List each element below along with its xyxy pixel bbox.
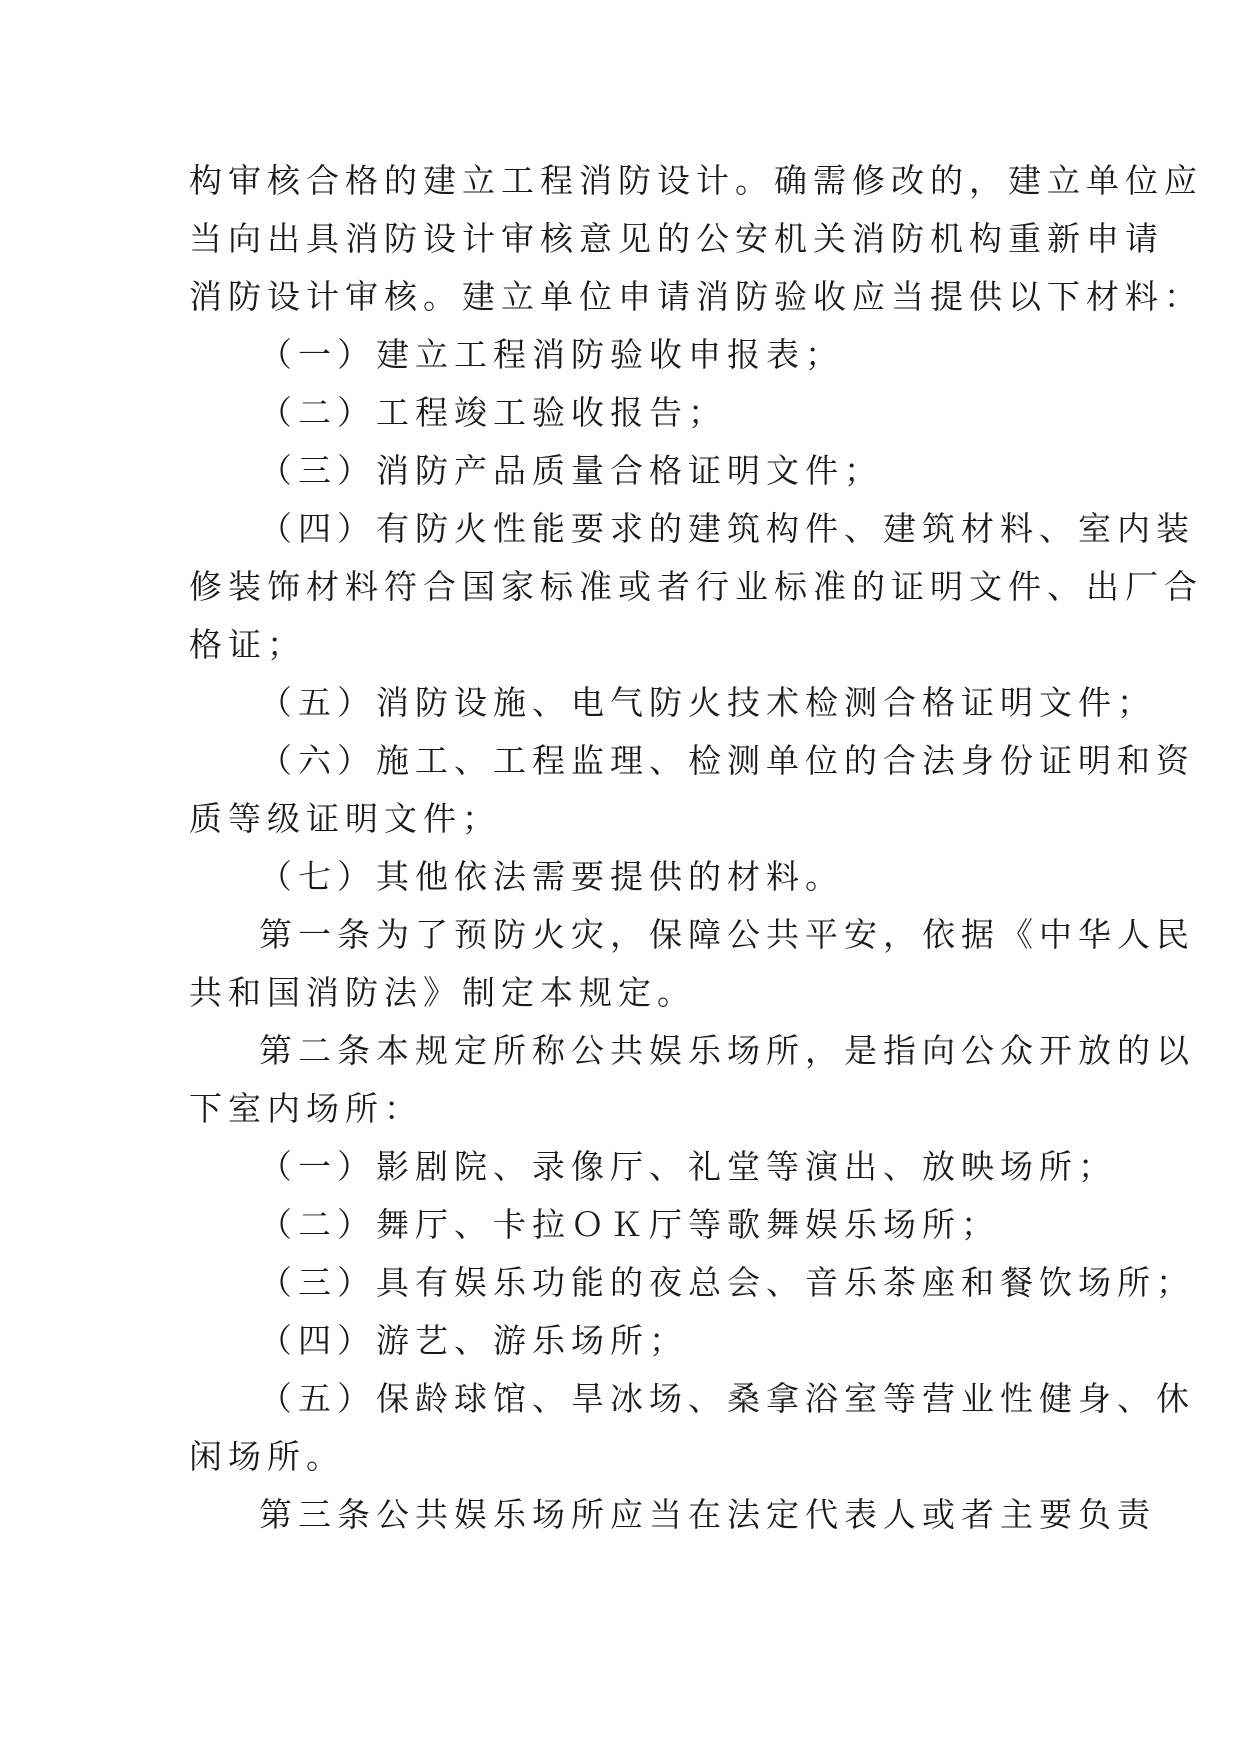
text-line: （二）工程竣工验收报告； — [259, 393, 727, 432]
text-line: （七）其他依法需要提供的材料。 — [259, 857, 844, 896]
text-line: （六）施工、工程监理、检测单位的合法身份证明和资 — [259, 741, 1195, 780]
text-line: （五）保龄球馆、旱冰场、桑拿浴室等营业性健身、休 — [259, 1379, 1195, 1418]
text-line: 第三条公共娱乐场所应当在法定代表人或者主要负责 — [259, 1495, 1156, 1534]
text-line: 第一条为了预防火灾，保障公共平安，依据《中华人民 — [259, 915, 1195, 954]
text-line: （一）影剧院、录像厅、礼堂等演出、放映场所； — [259, 1147, 1117, 1186]
text-line: 共和国消防法》制定本规定。 — [189, 973, 696, 1012]
text-line: （三）消防产品质量合格证明文件； — [259, 451, 883, 490]
text-line: 消防设计审核。建立单位申请消防验收应当提供以下材料： — [189, 277, 1203, 316]
text-line: 当向出具消防设计审核意见的公安机关消防机构重新申请 — [189, 219, 1164, 258]
text-line: 构审核合格的建立工程消防设计。确需修改的，建立单位应 — [189, 161, 1203, 200]
document-body — [189, 152, 1203, 1544]
text-line: 修装饰材料符合国家标准或者行业标准的证明文件、出厂合 — [189, 567, 1203, 606]
text-line: （四）有防火性能要求的建筑构件、建筑材料、室内装 — [259, 509, 1195, 548]
text-line: （三）具有娱乐功能的夜总会、音乐茶座和餐饮场所； — [259, 1263, 1195, 1302]
text-line: 格证； — [189, 625, 306, 664]
text-line: 质等级证明文件； — [189, 799, 501, 838]
text-line: （五）消防设施、电气防火技术检测合格证明文件； — [259, 683, 1156, 722]
text-line: （一）建立工程消防验收申报表； — [259, 335, 844, 374]
text-line: （二）舞厅、卡拉ＯＫ厅等歌舞娱乐场所； — [259, 1205, 1000, 1244]
text-line: 第二条本规定所称公共娱乐场所，是指向公众开放的以 — [259, 1031, 1195, 1070]
text-line: （四）游艺、游乐场所； — [259, 1321, 688, 1360]
text-line: 闲场所。 — [189, 1437, 345, 1476]
text-line: 下室内场所： — [189, 1089, 423, 1128]
